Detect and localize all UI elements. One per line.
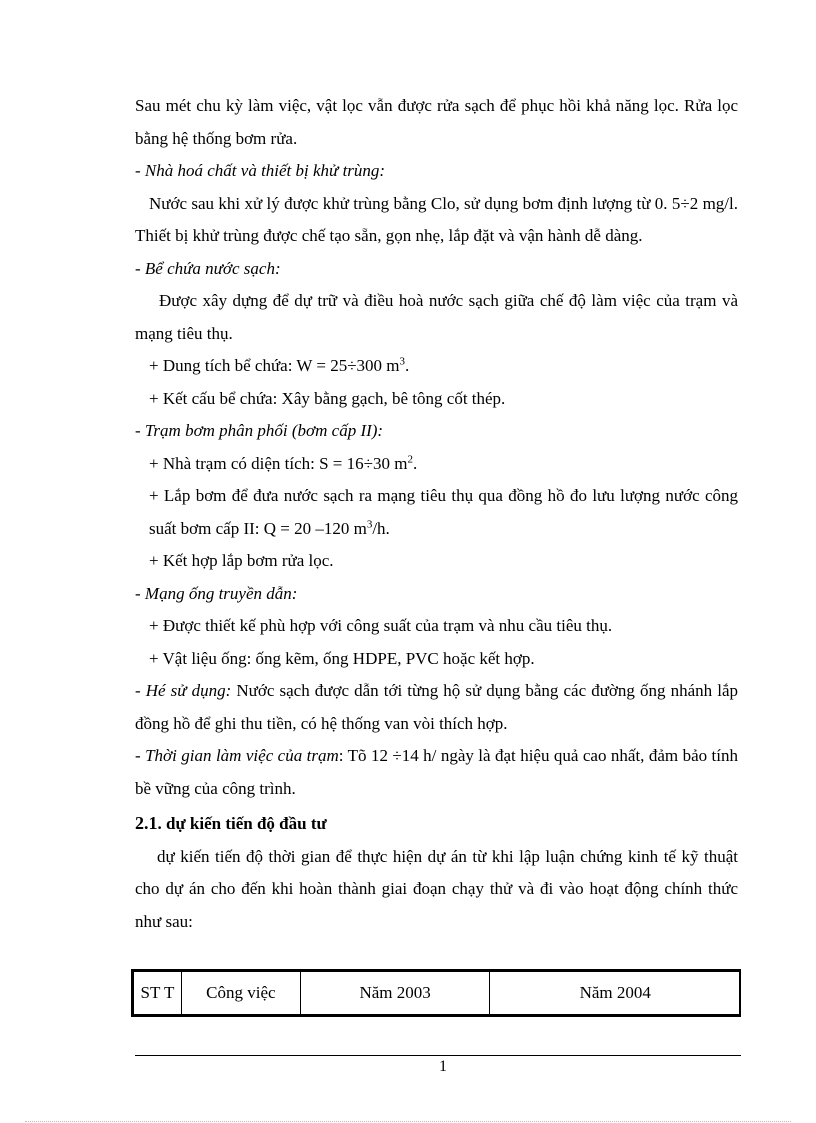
bullet-pump-install — [135, 480, 738, 545]
bullet-end: . — [405, 356, 410, 375]
working-time-text: : Tõ 12 ÷14 h/ ngày là đạt hiệu quả cao nhất, đảm bảo tính bề vững của công trình. — [135, 746, 739, 798]
bullet-station-area-text: + Nhà trạm có diện tích: S = 16÷30 m — [149, 453, 408, 473]
heading-chemical-house: - Nhà hoá chất và thiết bị khử trùng: — [135, 161, 386, 180]
heading-pipe-network: - Mạng ống truyền dẫn: — [135, 583, 298, 603]
bullet-pipe-material: + Vật liệu ống: ống kẽm, ống HDPE, PVC hoặc kết hợp. — [149, 648, 535, 668]
table-header-cell: Năm 2003 — [300, 972, 490, 1015]
paragraph-schedule-intro: dự kiến tiến độ thời gian để thực hiện dự án từ khi lập luận chứng kinh tế kỹ thuật cho dự án cho đến khi hoàn thành giai đoạn chạy thử và đi vào hoạt động chính thức như sau: — [135, 846, 738, 931]
section-title: . dự kiến tiến độ đầu tư — [157, 814, 327, 833]
paragraph-usage — [135, 675, 738, 740]
bullet-end: . — [412, 453, 418, 473]
bullet-station-area — [135, 448, 738, 481]
page-break-line — [25, 1121, 791, 1122]
bullet-tank-capacity-text: + Dung tích bể chứa: W = 25÷300 m — [149, 356, 400, 375]
table-header-row — [134, 972, 741, 1015]
bullet-pipe-design: + Được thiết kế phù hợp với công suất của trạm và nhu cầu tiêu thụ. — [149, 616, 613, 635]
superscript: 3 — [399, 355, 406, 368]
bullet-wash-pump: + Kết hợp lắp bơm rửa lọc. — [149, 551, 334, 570]
bullet-tank-structure: + Kết cấu bể chứa: Xây bằng gạch, bê tông cốt thép. — [149, 388, 506, 408]
superscript: 3 — [366, 517, 373, 530]
working-time-label: - Thời gian làm việc của trạm — [135, 746, 339, 765]
paragraph-filter-wash: Sau mét chu kỳ làm việc, vật lọc vẫn được rửa sạch để phục hồi khả năng lọc. Rửa lọc bằng hệ thống bơm rửa. — [135, 96, 738, 148]
bullet-tank-capacity — [135, 350, 738, 383]
bullet-pump-install-text: + Lắp bơm để đưa nước sạch ra mạng tiêu thụ qua đồng hồ đo lưu lượng nước công suất bơm cấp II: Q = 20 –120 m — [149, 486, 738, 538]
heading-pump-station: - Trạm bơm phân phối (bơm cấp II): — [135, 421, 384, 440]
table-header-cell: Công việc — [181, 972, 300, 1015]
paragraph-working-time — [135, 740, 738, 805]
page-number: 1 — [439, 1058, 447, 1075]
paragraph-tank-purpose: Được xây dựng để dự trữ và điều hoà nước sạch giữa chế độ làm việc của trạm và mạng tiêu thụ. — [135, 291, 738, 343]
section-number: 2.1 — [135, 813, 158, 833]
heading-clean-water-tank: - Bể chứa nước sạch: — [135, 258, 281, 278]
schedule-table — [133, 971, 741, 1015]
section-heading — [135, 807, 738, 841]
superscript: 2 — [407, 452, 413, 465]
footer-rule — [135, 1055, 741, 1056]
paragraph-disinfection: Nước sau khi xử lý được khử trùng bằng Clo, sử dụng bơm định lượng từ 0. 5÷2 mg/l. Thiết bị khử trùng được chế tạo sẵn, gọn nhẹ, lắp đặt và vận hành dễ dàng. — [135, 193, 738, 245]
bullet-end: /h. — [372, 518, 390, 538]
usage-text: Nước sạch được dẫn tới từng hộ sử dụng bằng các đường ống nhánh lắp đồng hồ để ghi thu tiền, có hệ thống van vòi thích hợp. — [135, 681, 738, 733]
table-header-cell: ST T — [134, 972, 182, 1015]
usage-label: - Hé sử dụng: — [135, 681, 232, 700]
page-body — [135, 90, 738, 938]
table-header-cell: Năm 2004 — [490, 972, 741, 1015]
